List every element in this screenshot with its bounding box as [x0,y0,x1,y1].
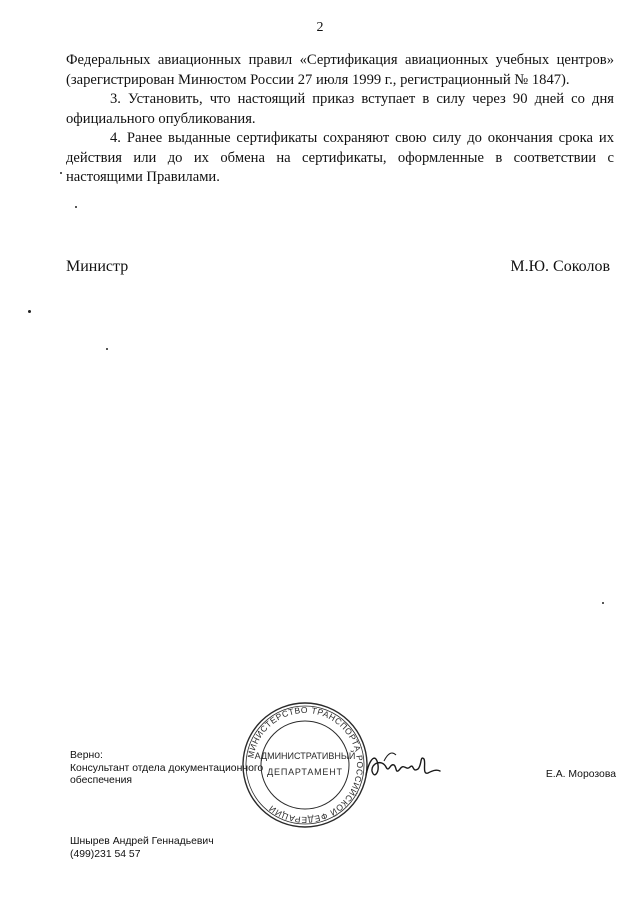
official-seal [241,701,369,829]
handwritten-signature [362,745,442,785]
paragraph-item-4: 4. Ранее выданные сертификаты сохраняют свою силу до окончания срока их действия или до их обмена на сертификаты, оформленные в соответствии с настоящими Правилами. [66,130,614,185]
seal-center-line2: ДЕПАРТАМЕНТ [267,767,343,777]
verified-label: Верно: [70,750,103,761]
scan-speck [60,172,62,174]
signatory-title: Министр [66,258,129,275]
certifier-name: Е.А. Морозова [545,769,616,780]
page-number: 2 [316,20,324,35]
seal-ring-text: МИНИСТЕРСТВО ТРАНСПОРТА РОССИЙСКОЙ ФЕДЕРАЦИИ [245,704,366,826]
signatory-name: М.Ю. Соколов [510,258,610,275]
paragraph-item-3: 3. Установить, что настоящий приказ вступает в силу через 90 дней со дня официального опубликования. [66,91,614,127]
seal-center-line1: АДМИНИСТРАТИВНЫЙ [254,751,356,761]
document-body [66,51,614,188]
scan-speck [28,310,31,313]
author-block [70,836,214,861]
paragraph-continuation: Федеральных авиационных правил «Сертификация авиационных учебных центров» (зарегистрирован Минюстом России 27 июля 1999 г., регистрационный № 1847). [66,52,614,88]
scan-speck [602,602,604,604]
signature-block [66,258,610,276]
author-name: Шнырев Андрей Геннадьевич [70,836,214,847]
scan-speck [106,348,108,350]
author-phone: (499)231 54 57 [70,848,141,860]
scan-speck [75,206,77,208]
certification-block [70,750,270,788]
certifier-position: Консультант отдела документационного обеспечения [70,762,264,786]
